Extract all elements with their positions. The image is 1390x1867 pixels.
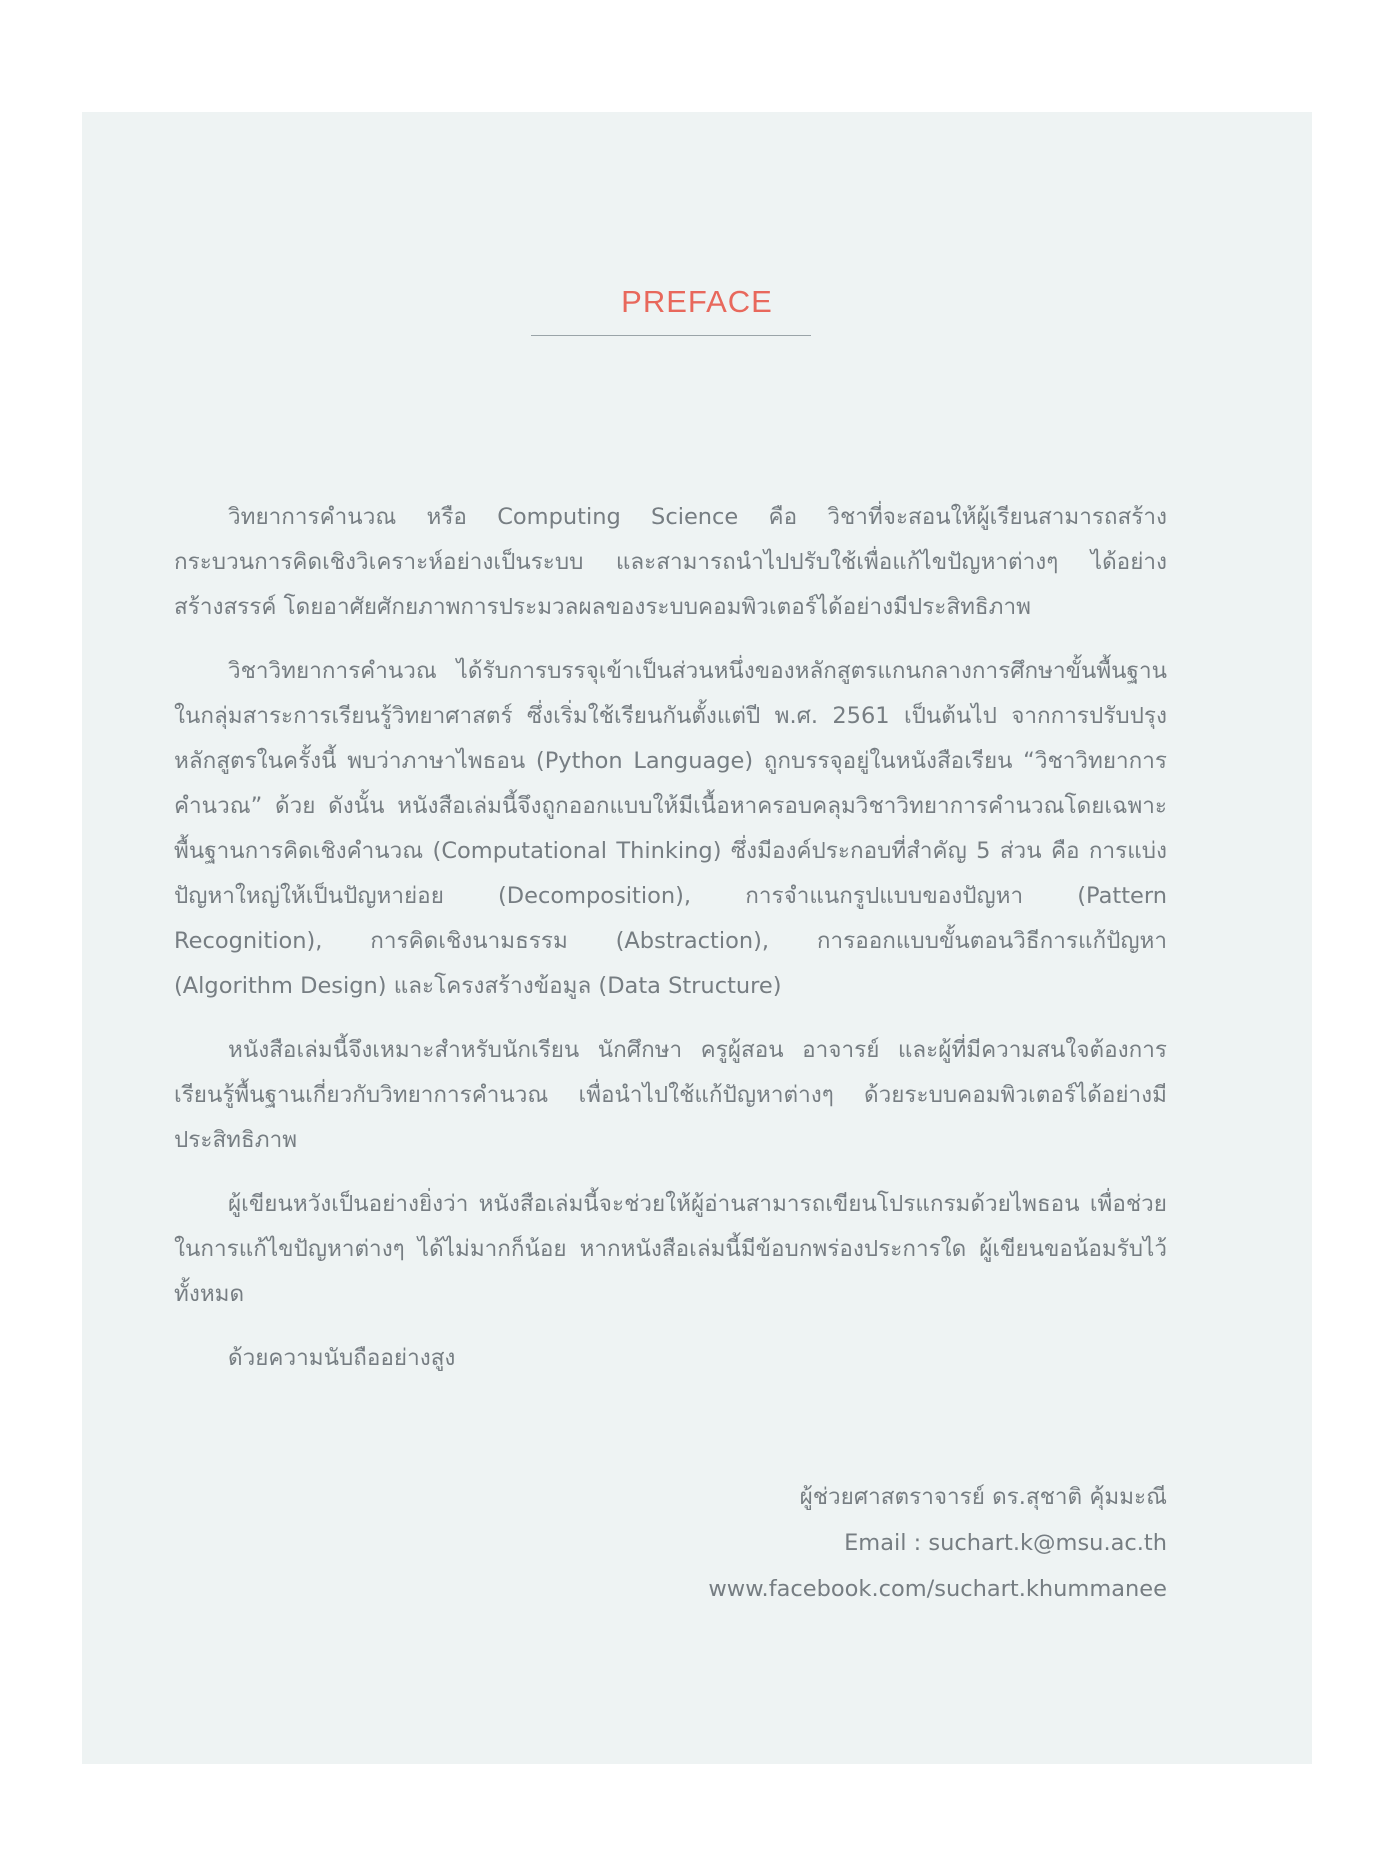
paragraph-audience: หนังสือเล่มนี้จึงเหมาะสำหรับนักเรียน นักศึกษา ครูผู้สอน อาจารย์ และผู้ที่มีความสนใจต้องการเรียนรู้พื้นฐานเกี่ยวกับวิทยาการคำนวณ เพื่อนำไปใช้แก้ปัญหาต่างๆ ด้วยระบบคอมพิวเตอร์ได้อย่างมีประสิทธิภาพ [174,1037,1167,1153]
title-underline [531,335,811,336]
paragraph-curriculum: วิชาวิทยาการคำนวณ ได้รับการบรรจุเข้าเป็นส่วนหนึ่งของหลักสูตรแกนกลางการศึกษาขั้นพื้นฐาน ในกลุ่มสาระการเรียนรู้วิทยาศาสตร์ ซึ่งเริ่มใช้เรียนกันตั้งแต่ปี พ.ศ. 2561 เป็นต้นไป จากการปรับปรุงหลักสูตรในครั้งนี้ พบว่าภาษาไพธอน (Python Language) ถูกบรรจุอยู่ในหนังสือเรียน “วิชาวิทยาการคำนวณ” ด้วย ดังนั้น หนังสือเล่มนี้จึงถูกออกแบบให้มีเนื้อหาครอบคลุมวิชาวิทยาการคำนวณโดยเฉพาะพื้นฐานการคิดเชิงคำนวณ (Computational Thinking) ซึ่งมีองค์ประกอบที่สำคัญ 5 ส่วน คือ การแบ่งปัญหาใหญ่ให้เป็นปัญหาย่อย (Decomposition), การจำแนกรูปแบบของปัญหา (Pattern Recognition), การคิดเชิงนามธรรม (Abstraction), การออกแบบขั้นตอนวิธีการแก้ปัญหา (Algorithm Design) และโครงสร้างข้อมูล (Data Structure) [174,658,1167,999]
paragraph-intro: วิทยาการคำนวณ หรือ Computing Science คือ วิชาที่จะสอนให้ผู้เรียนสามารถสร้างกระบวนการคิดเชิงวิเคราะห์อย่างเป็นระบบ และสามารถนำไปปรับใช้เพื่อแก้ไขปัญหาต่างๆ ได้อย่างสร้างสรรค์ โดยอาศัยศักยภาพการประมวลผลของระบบคอมพิวเตอร์ได้อย่างมีประสิทธิภาพ [174,504,1167,620]
author-email: Email : suchart.k@msu.ac.th [844,1530,1167,1556]
preface-body [174,495,1167,1400]
signature-block [708,1474,1167,1612]
author-facebook: www.facebook.com/suchart.khummanee [708,1576,1167,1602]
paragraph-closing: ด้วยความนับถืออย่างสูง [228,1345,456,1371]
author-name: ผู้ช่วยศาสตราจารย์ ดร.สุชาติ คุ้มมะณี [799,1484,1167,1510]
page-title: PREFACE [621,284,773,319]
page-panel [82,112,1312,1764]
paragraph-author-hope: ผู้เขียนหวังเป็นอย่างยิ่งว่า หนังสือเล่มนี้จะช่วยให้ผู้อ่านสามารถเขียนโปรแกรมด้วยไพธอน เพื่อช่วยในการแก้ไขปัญหาต่างๆ ได้ไม่มากก็น้อย หากหนังสือเล่มนี้มีข้อบกพร่องประการใด ผู้เขียนขอน้อมรับไว้ทั้งหมด [174,1191,1167,1307]
